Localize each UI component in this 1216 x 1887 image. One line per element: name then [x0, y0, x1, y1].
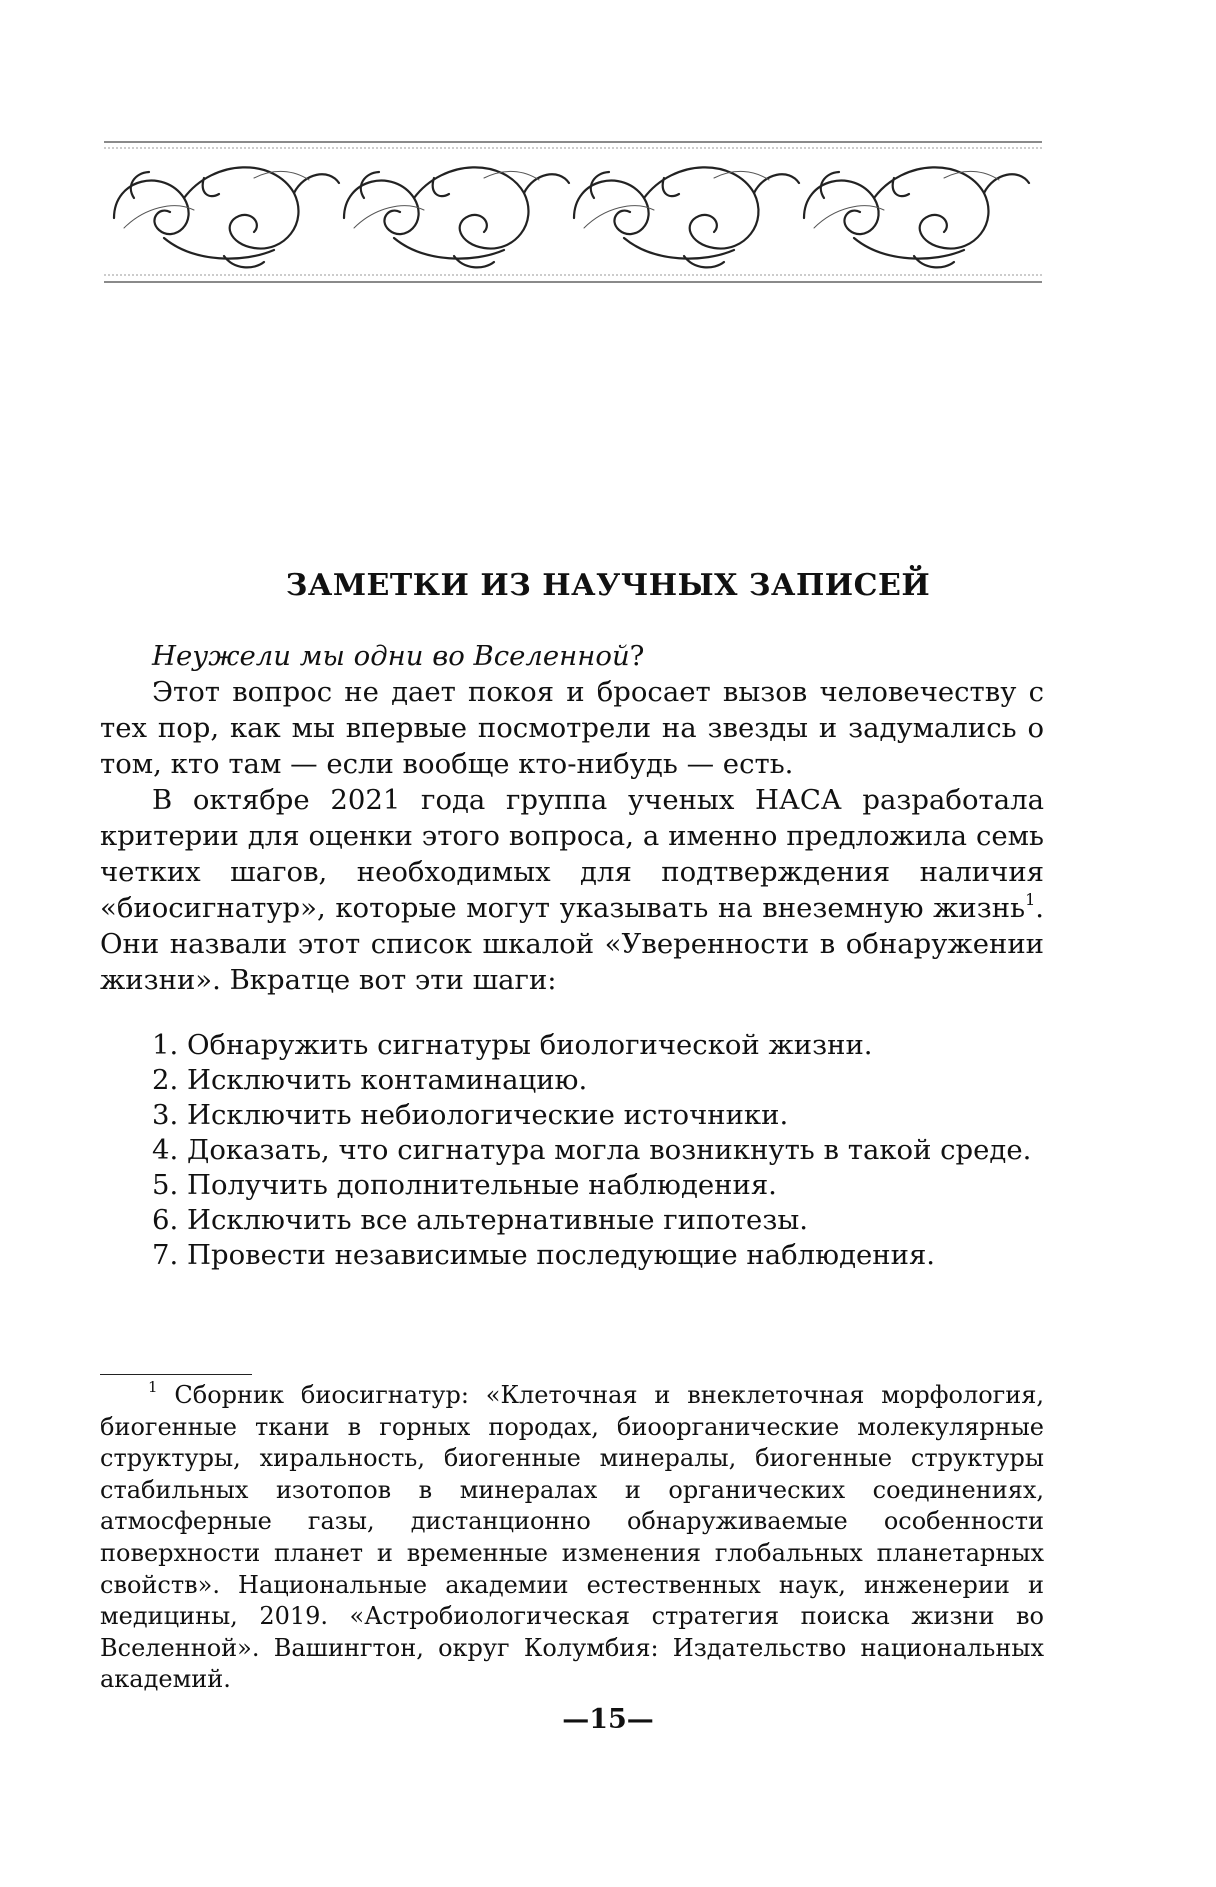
intro-question-text: Неужели мы одни во Вселенной — [152, 640, 630, 672]
intro-question — [100, 638, 1044, 674]
list-item: 4. Доказать, что сигнатура могла возникнуть в такой среде. — [152, 1134, 1032, 1166]
list-item: 5. Получить дополнительные наблюдения. — [152, 1169, 777, 1201]
list-item: 1. Обнаружить сигнатуры биологической жизни. — [152, 1029, 873, 1061]
list-item: 2. Исключить контаминацию. — [152, 1064, 588, 1096]
list-item: 7. Провести независимые последующие наблюдения. — [152, 1239, 936, 1271]
footnote-text: Сборник биосигнатур: «Клеточная и внеклеточная морфология, биогенные ткани в горных породах, биоорганические молекулярные структуры, хиральность, биогенные минералы, биогенные структуры стабильных изотопов в минералах и органических соединениях, атмосферные газы, дистанционно обнаруживаемые особенности поверхности планет и временные изменения глобальных планетарных свойств». Национальные академии естественных наук, инженерии и медицины, 2019. «Астробиологическая стратегия поиска жизни во Вселенной». Вашингтон, округ Колумбия: Издательство национальных академий. — [100, 1381, 1044, 1694]
footnote-reference[interactable]: 1 — [1025, 890, 1036, 909]
list-item: 6. Исключить все альтернативные гипотезы. — [152, 1204, 808, 1236]
steps-list — [152, 1028, 1032, 1273]
intro-text — [100, 638, 1044, 998]
list-item: 3. Исключить небиологические источники. — [152, 1099, 789, 1131]
footnote-divider — [100, 1374, 252, 1375]
intro-paragraph-2-text: В октябре 2021 года группа ученых НАСА разработала критерии для оценки этого вопроса, а именно предложила семь четких шагов, необходимых для подтверждения наличия «биосигнатур», которые могут указывать на внеземную жизнь — [100, 784, 1044, 924]
intro-paragraph-2-end: . Они назвали этот список шкалой «Уверенности в обнаружении жизни». Вкратце вот эти шаги: — [100, 892, 1044, 996]
scroll-ornament-icon — [104, 138, 1042, 286]
page-number: —15— — [562, 1704, 654, 1735]
page-title: ЗАМЕТКИ ИЗ НАУЧНЫХ ЗАПИСЕЙ — [285, 568, 931, 603]
footnote-paragraph — [100, 1380, 1044, 1696]
intro-paragraph-1: Этот вопрос не дает покоя и бросает вызов человечеству с тех пор, как мы впервые посмотрели на звезды и задумались о том, кто там — если вообще кто-нибудь — есть. — [100, 676, 1044, 780]
footnote — [100, 1380, 1044, 1696]
intro-question-mark: ? — [629, 640, 645, 672]
intro-paragraph-2 — [100, 782, 1044, 998]
footnote-mark: 1 — [148, 1378, 158, 1396]
